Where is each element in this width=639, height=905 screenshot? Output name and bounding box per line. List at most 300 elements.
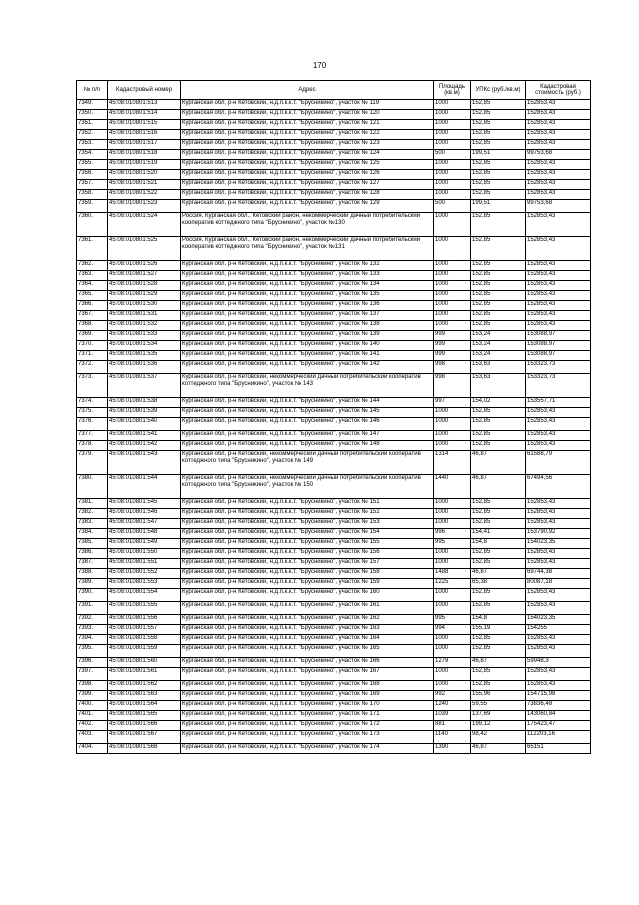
cadastral-cost-cell: 152853,43 (526, 130, 591, 140)
table-row (77, 625, 591, 635)
address-cell: Курганская обл, р-н Кетовский, н.д.п.к.к.т. "Брусникино", участок № 152 (181, 509, 434, 519)
cadastral-number-cell: 45:08:010801:536 (108, 361, 181, 374)
row-number-cell: 7390. (77, 589, 108, 602)
cadastral-cost-cell: 152853,43 (526, 499, 591, 509)
area-cell: 992 (434, 691, 471, 701)
cadastral-number-cell: 45:08:010801:521 (108, 180, 181, 190)
upks-cell: 152,85 (471, 668, 526, 681)
area-cell: 1000 (434, 100, 471, 110)
row-number-cell: 7370. (77, 341, 108, 351)
upks-cell: 46,87 (471, 658, 526, 668)
cadastral-number-cell: 45:08:010801:539 (108, 408, 181, 418)
cadastral-number-cell: 45:08:010801:556 (108, 615, 181, 625)
cadastral-cost-cell: 152853,43 (526, 190, 591, 200)
upks-cell: 155,96 (471, 691, 526, 701)
upks-cell: 152,85 (471, 110, 526, 120)
address-cell: Курганская обл, р-н Кетовский, н.д.п.к.к.т. "Брусникино", участок № 170 (181, 701, 434, 711)
table-row (77, 668, 591, 681)
address-cell: Курганская обл, р-н Кетовский, н.д.п.к.к.т. "Брусникино", участок № 133 (181, 271, 434, 281)
table-row (77, 281, 591, 291)
table-row (77, 190, 591, 200)
row-number-cell: 7382. (77, 509, 108, 519)
cadastral-cost-cell: 152853,43 (526, 509, 591, 519)
upks-cell: 152,85 (471, 602, 526, 615)
cadastral-cost-cell: 59948,3 (526, 658, 591, 668)
address-cell: Курганская обл, р-н Кетовский, н.д.п.к.к.т. "Брусникино", участок № 167 (181, 668, 434, 681)
area-cell: 500 (434, 200, 471, 213)
address-cell: Курганская обл, р-н Кетовский, н.д.п.к.к.т. "Брусникино", участок № 158 (181, 569, 434, 579)
table-row (77, 475, 591, 499)
area-cell: 1000 (434, 237, 471, 261)
upks-cell: 152,85 (471, 281, 526, 291)
address-cell: Курганская обл, р-н Кетовский, н.д.п.к.к.т. "Брусникино", участок № 138 (181, 321, 434, 331)
address-cell: Курганская обл, р-н Кетовский, н.д.п.к.к.т. "Брусникино", участок № 151 (181, 499, 434, 509)
area-cell: 1000 (434, 499, 471, 509)
cadastral-number-cell: 45:08:010801:546 (108, 509, 181, 519)
table-row (77, 100, 591, 110)
cadastral-number-cell: 45:08:010801:513 (108, 100, 181, 110)
page-number: 170 (312, 61, 327, 70)
column-header-upks: УПКс (руб./кв.м) (471, 81, 526, 100)
table-row (77, 271, 591, 281)
cadastral-cost-cell: 112203,16 (526, 731, 591, 744)
area-cell: 1000 (434, 130, 471, 140)
cadastral-cost-cell: 152853,43 (526, 321, 591, 331)
table-row (77, 331, 591, 341)
table-row (77, 374, 591, 398)
area-cell: 1000 (434, 160, 471, 170)
table-row (77, 499, 591, 509)
row-number-cell: 7386. (77, 549, 108, 559)
address-cell: Курганская обл, р-н Кетовский, н.д.п.к.к.т. "Брусникино", участок № 125 (181, 160, 434, 170)
row-number-cell: 7349. (77, 100, 108, 110)
cadastral-cost-cell: 153088,97 (526, 341, 591, 351)
table-row (77, 110, 591, 120)
area-cell: 1000 (434, 431, 471, 441)
cadastral-cost-cell: 152853,43 (526, 408, 591, 418)
table-row (77, 579, 591, 589)
table-row (77, 711, 591, 721)
cadastral-cost-cell: 154023,35 (526, 615, 591, 625)
row-number-cell: 7393. (77, 625, 108, 635)
table-row (77, 160, 591, 170)
cadastral-cost-cell: 152853,43 (526, 261, 591, 271)
table-row (77, 150, 591, 160)
cadastral-cost-cell: 153790,92 (526, 529, 591, 539)
table-row (77, 519, 591, 529)
cadastral-cost-cell: 61588,79 (526, 451, 591, 475)
area-cell: 1000 (434, 589, 471, 602)
upks-cell: 98,42 (471, 731, 526, 744)
row-number-cell: 7401. (77, 711, 108, 721)
upks-cell: 152,85 (471, 645, 526, 658)
area-cell: 999 (434, 331, 471, 341)
cadastral-number-cell: 45:08:010801:565 (108, 711, 181, 721)
cadastral-number-cell: 45:08:010801:527 (108, 271, 181, 281)
upks-cell: 152,85 (471, 130, 526, 140)
upks-cell: 152,85 (471, 499, 526, 509)
address-cell: Курганская обл, р-н Кетовский, н.д.п.к.к.т. "Брусникино", участок № 165 (181, 645, 434, 658)
cadastral-cost-cell: 69744,38 (526, 569, 591, 579)
row-number-cell: 7356. (77, 170, 108, 180)
row-number-cell: 7360. (77, 213, 108, 237)
cadastral-cost-cell: 152853,43 (526, 120, 591, 130)
table-row (77, 213, 591, 237)
area-cell: 1039 (434, 711, 471, 721)
row-number-cell: 7369. (77, 331, 108, 341)
row-number-cell: 7394. (77, 635, 108, 645)
row-number-cell: 7361. (77, 237, 108, 261)
cadastral-cost-cell: 99753,68 (526, 200, 591, 213)
address-cell: Курганская обл, р-н Кетовский, н.д.п.к.к.т. "Брусникино", участок № 119 (181, 100, 434, 110)
upks-cell: 199,12 (471, 721, 526, 731)
area-cell: 1000 (434, 602, 471, 615)
table-row (77, 721, 591, 731)
row-number-cell: 7376. (77, 418, 108, 431)
table-row (77, 261, 591, 271)
cadastral-number-cell: 45:08:010801:563 (108, 691, 181, 701)
row-number-cell: 7400. (77, 701, 108, 711)
row-number-cell: 7366. (77, 301, 108, 311)
cadastral-number-cell: 45:08:010801:515 (108, 120, 181, 130)
table-row (77, 559, 591, 569)
cadastral-number-cell: 45:08:010801:525 (108, 237, 181, 261)
upks-cell: 152,85 (471, 431, 526, 441)
row-number-cell: 7353. (77, 140, 108, 150)
cadastral-number-cell: 45:08:010801:533 (108, 331, 181, 341)
row-number-cell: 7379. (77, 451, 108, 475)
cadastral-number-cell: 45:08:010801:547 (108, 519, 181, 529)
table-row (77, 361, 591, 374)
cadastral-number-cell: 45:08:010801:557 (108, 625, 181, 635)
row-number-cell: 7404. (77, 744, 108, 754)
table-row (77, 569, 591, 579)
cadastral-number-cell: 45:08:010801:514 (108, 110, 181, 120)
row-number-cell: 7357. (77, 180, 108, 190)
table-row (77, 351, 591, 361)
table-row (77, 645, 591, 658)
address-cell: Курганская обл, р-н Кетовский, н.д.п.к.к.т. "Брусникино", участок № 159 (181, 579, 434, 589)
address-cell: Курганская обл, р-н Кетовский, н.д.п.к.к.т. "Брусникино", участок № 132 (181, 261, 434, 271)
area-cell: 1225 (434, 579, 471, 589)
table-row (77, 341, 591, 351)
row-number-cell: 7359. (77, 200, 108, 213)
upks-cell: 154,41 (471, 529, 526, 539)
area-cell: 1314 (434, 451, 471, 475)
table-row (77, 529, 591, 539)
address-cell: Курганская обл, р-н Кетовский, н.д.п.к.к.т. "Брусникино", участок № 135 (181, 291, 434, 301)
address-cell: Курганская обл, р-н Кетовский, н.д.п.к.к.т. "Брусникино", участок № 161 (181, 602, 434, 615)
cadastral-cost-cell: 152853,43 (526, 589, 591, 602)
cadastral-number-cell: 45:08:010801:523 (108, 200, 181, 213)
address-cell: Курганская обл, р-н Кетовский, н.д.п.к.к.т. "Брусникино", участок № 168 (181, 681, 434, 691)
area-cell: 1390 (434, 744, 471, 754)
area-cell: 1279 (434, 658, 471, 668)
table-row (77, 180, 591, 190)
upks-cell: 152,85 (471, 441, 526, 451)
address-cell: Курганская обл, р-н Кетовский, н.д.п.к.к.т. "Брусникино", участок № 156 (181, 549, 434, 559)
address-cell: Россия, Курганская обл., Кетовский район, некоммерческий дачный потребительский кооператив коттеджного типа "Брусникино", участок №130 (181, 213, 434, 237)
upks-cell: 152,85 (471, 589, 526, 602)
cadastral-number-cell: 45:08:010801:530 (108, 301, 181, 311)
area-cell: 1000 (434, 441, 471, 451)
cadastral-number-cell: 45:08:010801:551 (108, 559, 181, 569)
cadastral-number-cell: 45:08:010801:560 (108, 658, 181, 668)
column-header-area: Площадь (кв.м) (434, 81, 471, 100)
cadastral-cost-cell: 154023,35 (526, 539, 591, 549)
cadastral-number-cell: 45:08:010801:554 (108, 589, 181, 602)
cadastral-number-cell: 45:08:010801:552 (108, 569, 181, 579)
address-cell: Курганская обл, р-н Кетовский, н.д.п.к.к.т. "Брусникино", участок № 126 (181, 170, 434, 180)
address-cell: Курганская обл, р-н Кетовский, н.д.п.к.к.т. "Брусникино", участок № 140 (181, 341, 434, 351)
area-cell: 1240 (434, 701, 471, 711)
cadastral-cost-cell: 152853,43 (526, 213, 591, 237)
area-cell: 1000 (434, 213, 471, 237)
cadastral-number-cell: 45:08:010801:558 (108, 635, 181, 645)
row-number-cell: 7367. (77, 311, 108, 321)
table-row (77, 691, 591, 701)
row-number-cell: 7364. (77, 281, 108, 291)
address-cell: Курганская обл, р-н Кетовский, н.д.п.к.к.т. "Брусникино", участок № 121 (181, 120, 434, 130)
upks-cell: 152,85 (471, 291, 526, 301)
cadastral-cost-cell: 152853,43 (526, 140, 591, 150)
table-row (77, 140, 591, 150)
address-cell: Курганская обл, р-н Кетовский, н.д.п.к.к.т. "Брусникино", участок № 137 (181, 311, 434, 321)
row-number-cell: 7403. (77, 731, 108, 744)
area-cell: 1000 (434, 110, 471, 120)
cadastral-number-cell: 45:08:010801:549 (108, 539, 181, 549)
address-cell: Курганская обл, р-н Кетовский, н.д.п.к.к.т. "Брусникино", участок № 144 (181, 398, 434, 408)
table-row (77, 431, 591, 441)
upks-cell: 199,51 (471, 200, 526, 213)
table-row (77, 549, 591, 559)
row-number-cell: 7397. (77, 668, 108, 681)
area-cell: 1000 (434, 311, 471, 321)
cadastral-number-cell: 45:08:010801:541 (108, 431, 181, 441)
area-cell: 1000 (434, 261, 471, 271)
area-cell: 1000 (434, 140, 471, 150)
cadastral-cost-cell: 152853,43 (526, 160, 591, 170)
cadastral-number-cell: 45:08:010801:520 (108, 170, 181, 180)
cadastral-cost-cell: 152853,43 (526, 681, 591, 691)
cadastral-number-cell: 45:08:010801:522 (108, 190, 181, 200)
cadastral-cost-cell: 143060,84 (526, 711, 591, 721)
table-row (77, 681, 591, 691)
cadastral-cost-cell: 152853,43 (526, 668, 591, 681)
area-cell: 1000 (434, 559, 471, 569)
cadastral-cost-cell: 152853,43 (526, 311, 591, 321)
area-cell: 1488 (434, 569, 471, 579)
area-cell: 997 (434, 398, 471, 408)
upks-cell: 65,38 (471, 579, 526, 589)
address-cell: Курганская обл, р-н Кетовский, н.д.п.к.к.т. "Брусникино", участок № 123 (181, 140, 434, 150)
upks-cell: 152,85 (471, 120, 526, 130)
address-cell: Курганская обл, р-н Кетовский, н.д.п.к.к.т. "Брусникино", участок № 141 (181, 351, 434, 361)
upks-cell: 154,8 (471, 615, 526, 625)
row-number-cell: 7383. (77, 519, 108, 529)
cadastral-number-cell: 45:08:010801:524 (108, 213, 181, 237)
cadastral-cost-cell: 152853,43 (526, 418, 591, 431)
table-row (77, 589, 591, 602)
area-cell: 1000 (434, 635, 471, 645)
upks-cell: 154,8 (471, 539, 526, 549)
upks-cell: 154,02 (471, 398, 526, 408)
area-cell: 1440 (434, 475, 471, 499)
row-number-cell: 7375. (77, 408, 108, 418)
area-cell: 500 (434, 150, 471, 160)
address-cell: Курганская обл, р-н Кетовский, н.д.п.к.к.т. "Брусникино", участок № 163 (181, 625, 434, 635)
cadastral-cost-cell: 73836,48 (526, 701, 591, 711)
cadastral-number-cell: 45:08:010801:550 (108, 549, 181, 559)
row-number-cell: 7378. (77, 441, 108, 451)
area-cell: 1000 (434, 668, 471, 681)
area-cell: 1140 (434, 731, 471, 744)
cadastral-number-cell: 45:08:010801:519 (108, 160, 181, 170)
cadastral-cost-cell: 152853,43 (526, 645, 591, 658)
address-cell: Курганская обл, р-н Кетовский, н.д.п.к.к.т. "Брусникино", участок № 153 (181, 519, 434, 529)
area-cell: 995 (434, 615, 471, 625)
table-row (77, 658, 591, 668)
upks-cell: 152,85 (471, 261, 526, 271)
cadastral-number-cell: 45:08:010801:529 (108, 291, 181, 301)
cadastral-cost-cell: 153088,97 (526, 331, 591, 341)
table-row (77, 744, 591, 754)
cadastral-number-cell: 45:08:010801:542 (108, 441, 181, 451)
address-cell: Курганская обл, р-н Кетовский, н.д.п.к.к.т. "Брусникино", участок № 139 (181, 331, 434, 341)
row-number-cell: 7395. (77, 645, 108, 658)
table-row (77, 321, 591, 331)
upks-cell: 152,85 (471, 519, 526, 529)
table-header-row (77, 81, 591, 100)
cadastral-number-cell: 45:08:010801:516 (108, 130, 181, 140)
cadastral-number-cell: 45:08:010801:553 (108, 579, 181, 589)
address-cell: Курганская обл, р-н Кетовский, н.д.п.к.к.т. "Брусникино", участок № 157 (181, 559, 434, 569)
cadastral-cost-cell: 152853,43 (526, 110, 591, 120)
address-cell: Курганская обл, р-н Кетовский, н.д.п.к.к.т. "Брусникино", участок № 164 (181, 635, 434, 645)
cadastral-cost-cell: 152853,43 (526, 635, 591, 645)
area-cell: 1000 (434, 418, 471, 431)
address-cell: Курганская обл, р-н Кетовский, н.д.п.к.к.т. "Брусникино", участок № 134 (181, 281, 434, 291)
table-row (77, 731, 591, 744)
cadastral-cost-cell: 152853,43 (526, 559, 591, 569)
table-row (77, 441, 591, 451)
area-cell: 1000 (434, 120, 471, 130)
upks-cell: 152,85 (471, 559, 526, 569)
address-cell: Курганская обл, р-н Кетовский, н.д.п.к.к.т. "Брусникино", участок № 148 (181, 441, 434, 451)
area-cell: 994 (434, 625, 471, 635)
cadastral-cost-cell: 154255 (526, 625, 591, 635)
address-cell: Курганская обл, р-н Кетовский, н.д.п.к.к.т. "Брусникино", участок № 154 (181, 529, 434, 539)
cadastral-cost-cell: 153557,71 (526, 398, 591, 408)
area-cell: 995 (434, 539, 471, 549)
upks-cell: 152,85 (471, 681, 526, 691)
row-number-cell: 7377. (77, 431, 108, 441)
table-row (77, 451, 591, 475)
upks-cell: 155,19 (471, 625, 526, 635)
upks-cell: 152,85 (471, 509, 526, 519)
upks-cell: 152,85 (471, 271, 526, 281)
cadastral-number-cell: 45:08:010801:517 (108, 140, 181, 150)
cadastral-cost-cell: 67494,56 (526, 475, 591, 499)
table-row (77, 418, 591, 431)
upks-cell: 152,85 (471, 160, 526, 170)
row-number-cell: 7352. (77, 130, 108, 140)
address-cell: Курганская обл, р-н Кетовский, н.д.п.к.к.т. "Брусникино", участок № 124 (181, 150, 434, 160)
cadastral-cost-cell: 152853,43 (526, 549, 591, 559)
address-cell: Курганская обл, р-н Кетовский, н.д.п.к.к.т. "Брусникино", участок № 155 (181, 539, 434, 549)
cadastral-number-cell: 45:08:010801:518 (108, 150, 181, 160)
column-header-cadastral-number: Кадастровый номер (108, 81, 181, 100)
upks-cell: 152,85 (471, 418, 526, 431)
upks-cell: 152,85 (471, 635, 526, 645)
row-number-cell: 7358. (77, 190, 108, 200)
row-number-cell: 7372. (77, 361, 108, 374)
cadastral-number-cell: 45:08:010801:562 (108, 681, 181, 691)
table-row (77, 237, 591, 261)
upks-cell: 153,24 (471, 341, 526, 351)
address-cell: Курганская обл, р-н Кетовский, н.д.п.к.к.т. "Брусникино", участок № 127 (181, 180, 434, 190)
cadastral-number-cell: 45:08:010801:545 (108, 499, 181, 509)
cadastral-number-cell: 45:08:010801:564 (108, 701, 181, 711)
row-number-cell: 7365. (77, 291, 108, 301)
cadastral-number-cell: 45:08:010801:535 (108, 351, 181, 361)
address-cell: Курганская обл, р-н Кетовский, н.д.п.к.к.т. "Брусникино", участок № 174 (181, 744, 434, 754)
cadastral-number-cell: 45:08:010801:555 (108, 602, 181, 615)
cadastral-number-cell: 45:08:010801:566 (108, 721, 181, 731)
address-cell: Курганская обл, р-н Кетовский, н.д.п.к.к.т. "Брусникино", участок № 171 (181, 711, 434, 721)
table-body (77, 100, 591, 754)
upks-cell: 152,85 (471, 321, 526, 331)
address-cell: Курганская обл, р-н Кетовский, некоммерческий дачный потребительский кооператив коттеджного типа "Брусникино", участок № 150 (181, 475, 434, 499)
cadastral-cost-cell: 152853,43 (526, 170, 591, 180)
cadastral-cost-cell: 152853,43 (526, 602, 591, 615)
address-cell: Курганская обл, р-н Кетовский, н.д.п.к.к.т. "Брусникино", участок № 166 (181, 658, 434, 668)
address-cell: Курганская обл, р-н Кетовский, н.д.п.к.к.т. "Брусникино", участок № 173 (181, 731, 434, 744)
cadastral-cost-cell: 99753,68 (526, 150, 591, 160)
column-header-number: № п/п (77, 81, 108, 100)
address-cell: Курганская обл, р-н Кетовский, н.д.п.к.к.т. "Брусникино", участок № 120 (181, 110, 434, 120)
area-cell: 1000 (434, 301, 471, 311)
row-number-cell: 7385. (77, 539, 108, 549)
upks-cell: 199,51 (471, 150, 526, 160)
cadastral-number-cell: 45:08:010801:561 (108, 668, 181, 681)
table-row (77, 539, 591, 549)
address-cell: Курганская обл, р-н Кетовский, н.д.п.к.к.т. "Брусникино", участок № 129 (181, 200, 434, 213)
area-cell: 1000 (434, 291, 471, 301)
area-cell: 996 (434, 529, 471, 539)
cadastral-cost-cell: 152853,43 (526, 431, 591, 441)
row-number-cell: 7381. (77, 499, 108, 509)
upks-cell: 153,63 (471, 374, 526, 398)
row-number-cell: 7396. (77, 658, 108, 668)
area-cell: 1000 (434, 321, 471, 331)
cadastral-number-cell: 45:08:010801:544 (108, 475, 181, 499)
cadastral-cost-cell: 153323,73 (526, 361, 591, 374)
row-number-cell: 7399. (77, 691, 108, 701)
upks-cell: 59,55 (471, 701, 526, 711)
row-number-cell: 7398. (77, 681, 108, 691)
upks-cell: 152,85 (471, 549, 526, 559)
row-number-cell: 7362. (77, 261, 108, 271)
address-cell: Курганская обл, р-н Кетовский, н.д.п.к.к.т. "Брусникино", участок № 169 (181, 691, 434, 701)
address-cell: Курганская обл, р-н Кетовский, н.д.п.к.к.т. "Брусникино", участок № 122 (181, 130, 434, 140)
upks-cell: 152,85 (471, 311, 526, 321)
table-row (77, 615, 591, 625)
upks-cell: 137,69 (471, 711, 526, 721)
address-cell: Курганская обл, р-н Кетовский, н.д.п.к.к.т. "Брусникино", участок № 146 (181, 418, 434, 431)
row-number-cell: 7388. (77, 569, 108, 579)
address-cell: Курганская обл, р-н Кетовский, н.д.п.к.к.т. "Брусникино", участок № 162 (181, 615, 434, 625)
